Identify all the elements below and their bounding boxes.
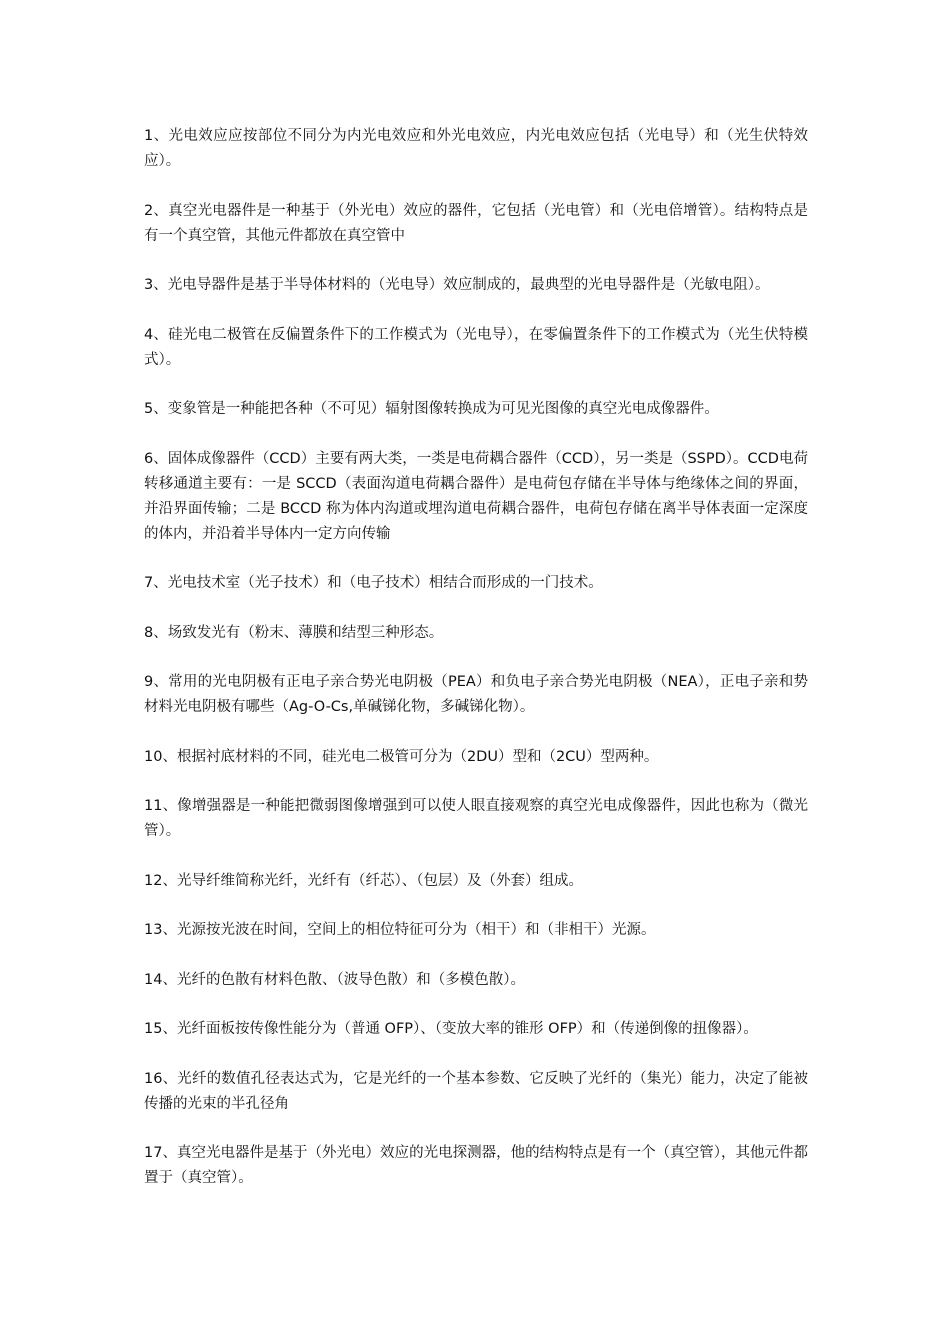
question-12: 12、光导纤维简称光纤，光纤有（纤芯）、（包层）及（外套）组成。 <box>144 872 583 889</box>
question-16: 16、光纤的数值孔径表达式为，它是光纤的一个基本参数、它反映了光纤的（集光）能力，决定了能被传播的光束的半孔径角 <box>144 1070 808 1112</box>
question-8: 8、场致发光有（粉末、薄膜和结型三种形态。 <box>144 624 444 641</box>
question-6: 6、固体成像器件（CCD）主要有两大类，一类是电荷耦合器件（CCD），另一类是（SSPD）。CCD电荷转移通道主要有：一是 SCCD（表面沟道电荷耦合器件）是电荷包存储在半导体与绝缘体之间的界面，并沿界面传输；二是 BCCD 称为体内沟道或埋沟道电荷耦合器件，电荷包存储在离半导体表面一定深度的体内，并沿着半导体内一定方向传输 <box>144 450 808 542</box>
question-7: 7、光电技术室（光子技术）和（电子技术）相结合而形成的一门技术。 <box>144 575 603 591</box>
question-15: 15、光纤面板按传像性能分为（普通 OFP）、（变放大率的锥形 OFP）和（传递倒像的扭像器）。 <box>144 1021 758 1037</box>
question-1: 1、光电效应应按部位不同分为内光电效应和外光电效应，内光电效应包括（光电导）和（光生伏特效应）。 <box>144 128 808 169</box>
question-5: 5、变象管是一种能把各种（不可见）辐射图像转换成为可见光图像的真空光电成像器件。 <box>144 401 719 417</box>
question-11: 11、像增强器是一种能把微弱图像增强到可以使人眼直接观察的真空光电成像器件，因此也称为（微光管）。 <box>144 798 808 839</box>
document-body <box>144 124 808 1216</box>
question-3: 3、光电导器件是基于半导体材料的（光电导）效应制成的，最典型的光电导器件是（光敏电阻）。 <box>144 277 770 293</box>
question-2: 2、真空光电器件是一种基于（外光电）效应的器件，它包括（光电管）和（光电倍增管）。结构特点是有一个真空管，其他元件都放在真空管中 <box>144 202 808 244</box>
question-13: 13、光源按光波在时间，空间上的相位特征可分为（相干）和（非相干）光源。 <box>144 922 656 938</box>
question-17: 17、真空光电器件是基于（外光电）效应的光电探测器，他的结构特点是有一个（真空管），其他元件都置于（真空管）。 <box>144 1145 808 1186</box>
question-9: 9、常用的光电阴极有正电子亲合势光电阴极（PEA）和负电子亲合势光电阴极（NEA），正电子亲和势材料光电阴极有哪些（Ag-O-Cs,单碱锑化物，多碱锑化物）。 <box>144 674 808 715</box>
question-4: 4、硅光电二极管在反偏置条件下的工作模式为（光电导），在零偏置条件下的工作模式为（光生伏特模式）。 <box>144 326 808 368</box>
question-10: 10、根据衬底材料的不同，硅光电二极管可分为（2DU）型和（2CU）型两种。 <box>144 748 659 765</box>
question-14: 14、光纤的色散有材料色散、（波导色散）和（多模色散）。 <box>144 971 525 988</box>
